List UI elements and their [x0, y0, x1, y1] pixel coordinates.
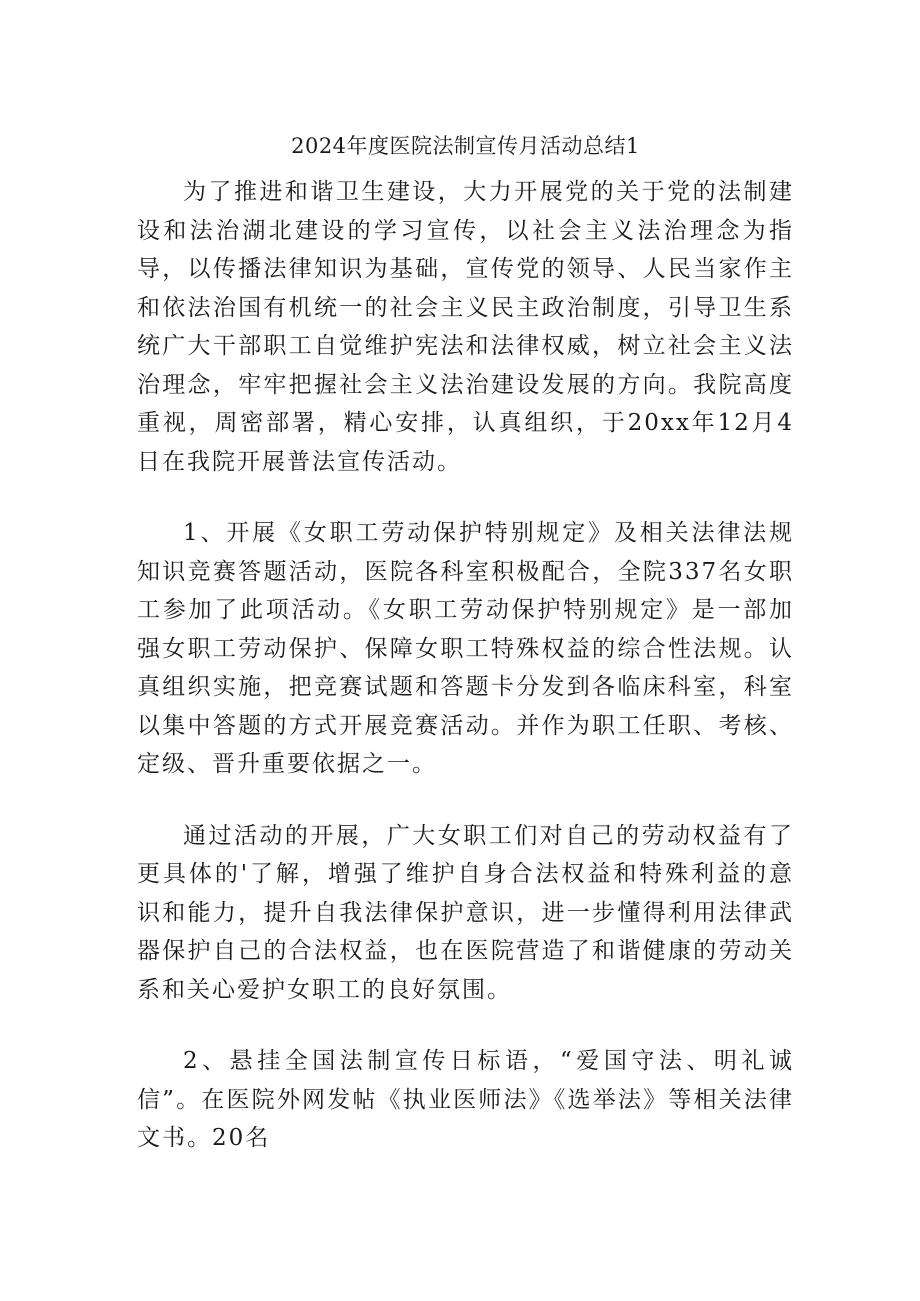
paragraph-outcome: 通过活动的开展，广大女职工们对自己的劳动权益有了更具体的'了解，增强了维护自身合法权益和特殊利益的意识和能力，提升自我法律保护意识，进一步懂得利用法律武器保护自己的合法权益，也在医院营造了和谐健康的劳动关系和关心爱护女职工的良好氛围。 [137, 822, 794, 1003]
document-title: 2024年度医院法制宣传月活动总结1 [291, 134, 640, 158]
paragraph-item-1: 1、开展《女职工劳动保护特别规定》及相关法律法规知识竞赛答题活动，医院各科室积极配合，全院337名女职工参加了此项活动。《女职工劳动保护特别规定》是一部加强女职工劳动保护、保障女职工特殊权益的综合性法规。认真组织实施，把竞赛试题和答题卡分发到各临床科室，科室以集中答题的方式开展竞赛活动。并作为职工任职、考核、定级、晋升重要依据之一。 [137, 520, 794, 777]
paragraph-intro: 为了推进和谐卫生建设，大力开展党的关于党的法制建设和法治湖北建设的学习宣传，以社会主义法治理念为指导，以传播法律知识为基础，宣传党的领导、人民当家作主和依法治国有机统一的社会主义民主政治制度，引导卫生系统广大干部职工自觉维护宪法和法律权威，树立社会主义法治理念，牢牢把握社会主义法治建设发展的方向。我院高度重视，周密部署，精心安排，认真组织，于20xx年12月4日在我院开展普法宣传活动。 [137, 179, 794, 475]
paragraph-item-2: 2、悬挂全国法制宣传日标语，“爱国守法、明礼诚信”。在医院外网发帖《执业医师法》《选举法》等相关法律文书。20名 [137, 1048, 794, 1151]
